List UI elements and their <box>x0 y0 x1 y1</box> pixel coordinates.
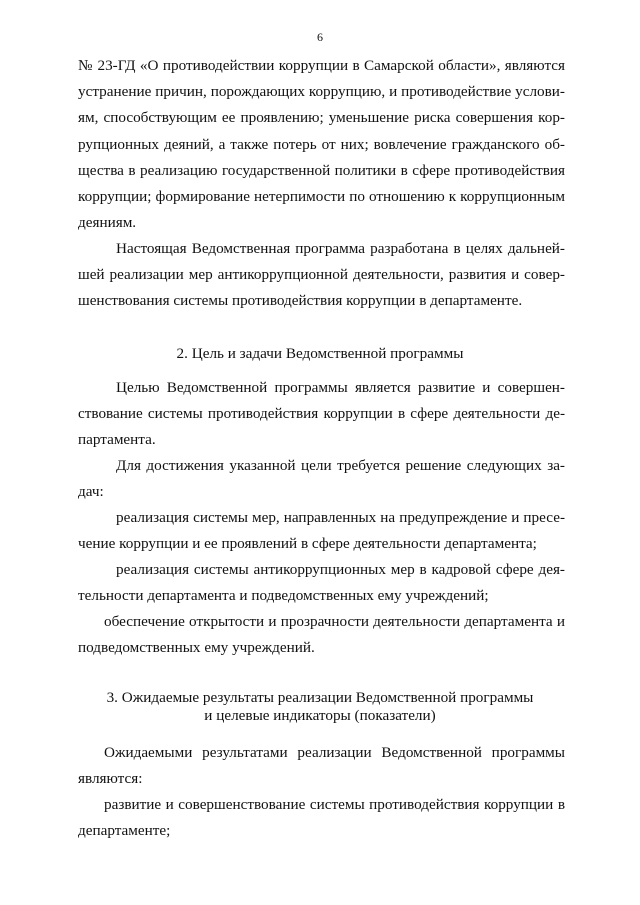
text-line: Ожидаемыми результатами реализации Ведомственной программы <box>104 744 565 761</box>
text-line: дач: <box>78 483 104 500</box>
text-line: ствование системы противодействия коррупции в сфере деятельности де- <box>78 405 565 422</box>
text-line: департаменте; <box>78 822 171 839</box>
text-line: устранение причин, порождающих коррупцию, и противодействие услови- <box>78 83 565 100</box>
text-line: реализация системы антикоррупционных мер в кадровой сфере дея- <box>116 561 565 578</box>
text-line: являются: <box>78 770 143 787</box>
text-line: подведомственных ему учреждений. <box>78 639 315 656</box>
text-line: щества в реализацию государственной политики в сфере противодействия <box>78 162 565 179</box>
section-heading-results: 3. Ожидаемые результаты реализации Ведомственной программы <box>106 689 534 706</box>
text-line: тельности департамента и подведомственных ему учреждений; <box>78 587 489 604</box>
text-line: шей реализации мер антикоррупционной деятельности, развития и совер- <box>78 266 565 283</box>
text-line: Настоящая Ведомственная программа разработана в целях дальней- <box>116 240 565 257</box>
text-line: чение коррупции и ее проявлений в сфере деятельности департамента; <box>78 535 537 552</box>
text-line: обеспечение открытости и прозрачности деятельности департамента и <box>104 613 565 630</box>
page-number: 6 <box>317 30 323 44</box>
text-line: деяниям. <box>78 214 137 231</box>
text-line: № 23-ГД «О противодействии коррупции в Самарской области», являются <box>78 57 565 74</box>
text-line: ям, способствующим ее проявлению; уменьшение риска совершения кор- <box>78 109 565 126</box>
text-line: коррупции; формирование нетерпимости по отношению к коррупционным <box>78 188 565 205</box>
text-line: реализация системы мер, направленных на предупреждение и пресе- <box>116 509 565 526</box>
section-heading-goals: 2. Цель и задачи Ведомственной программы <box>176 345 464 362</box>
text-line: Целью Ведомственной программы является развитие и совершен- <box>116 379 565 396</box>
section-heading-results-cont: и целевые индикаторы (показатели) <box>204 707 436 724</box>
text-line: шенствования системы противодействия коррупции в департаменте. <box>78 292 523 309</box>
text-line: развитие и совершенствование системы противодействия коррупции в <box>104 796 565 813</box>
text-line: партамента. <box>78 431 156 448</box>
text-line: Для достижения указанной цели требуется решение следующих за- <box>116 457 565 474</box>
text-line: рупционных деяний, а также потерь от них; вовлечение гражданского об- <box>78 136 565 153</box>
